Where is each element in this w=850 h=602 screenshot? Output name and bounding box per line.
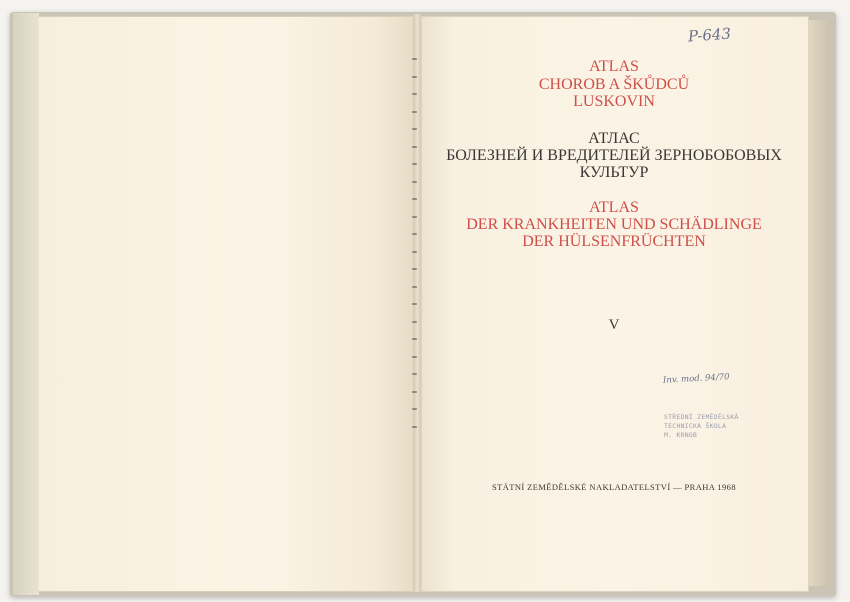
handwritten-inventory-note: Inv. mod. 94/70: [662, 372, 730, 386]
library-stamp: [664, 413, 754, 440]
volume-number: V: [608, 317, 620, 333]
binding-stitch: [412, 58, 417, 60]
binding-stitch: [412, 181, 417, 183]
binding-stitch: [412, 426, 417, 428]
czech-title-line-2: CHOROB A ŠKŮDCŮ: [538, 76, 690, 93]
russian-title-line-1: АТЛАС: [588, 130, 640, 147]
binding-stitch: [412, 76, 417, 78]
binding-stitch: [412, 128, 417, 130]
binding-stitch: [412, 373, 417, 375]
binding-stitch: [412, 251, 417, 253]
stamp-line: STŘEDNÍ ZEMĚDĚLSKÁ: [664, 413, 739, 421]
binding-stitch: [412, 163, 417, 165]
binding-stitch: [412, 268, 417, 270]
binding-stitch: [412, 198, 417, 200]
stamp-line: M. KRNOB: [664, 431, 698, 439]
binding-stitch: [412, 146, 417, 148]
handwritten-catalog-number: P-643: [687, 24, 732, 46]
binding-stitch: [412, 391, 417, 393]
czech-title-line-1: ATLAS: [589, 58, 639, 75]
binding-stitch: [412, 356, 417, 358]
cover-inner-edge: [13, 13, 39, 595]
page-block-edge: [808, 20, 830, 586]
russian-title-line-2: БОЛЕЗНЕЙ И ВРЕДИТЕЛЕЙ ЗЕРНОБОБОВЫХ: [446, 147, 782, 164]
binding-stitch: [412, 303, 417, 305]
binding-stitch: [412, 338, 417, 340]
binding-stitch: [412, 286, 417, 288]
binding-stitch: [412, 233, 417, 235]
stamp-line: TECHNICKÁ ŠKOLA: [664, 422, 727, 430]
binding-stitch: [412, 321, 417, 323]
german-title-line-1: ATLAS: [589, 199, 639, 216]
german-title-line-3: DER HÜLSENFRÜCHTEN: [522, 233, 706, 250]
binding-stitch: [412, 216, 417, 218]
binding-stitch: [412, 93, 417, 95]
publisher-line: STÁTNÍ ZEMĚDĚLSKÉ NAKLADATELSTVÍ — PRAHA 1968: [492, 482, 736, 492]
binding-stitch: [412, 408, 417, 410]
left-blank-page: [38, 16, 416, 592]
binding-stitch: [412, 111, 417, 113]
german-title-line-2: DER KRANKHEITEN UND SCHÄDLINGE: [466, 216, 762, 233]
russian-title-line-3: КУЛЬТУР: [579, 164, 649, 181]
czech-title-line-3: LUSKOVIN: [573, 93, 655, 110]
